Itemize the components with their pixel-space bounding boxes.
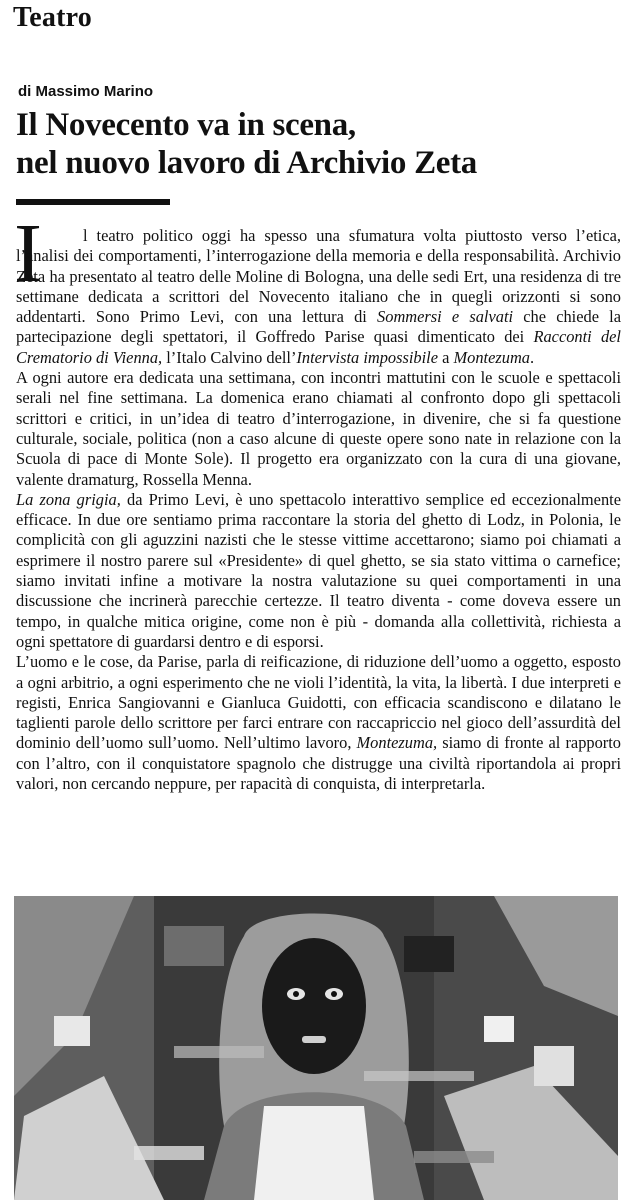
p1-title-sommersi: Sommersi e salvati bbox=[377, 307, 514, 327]
p3-text-a: da Primo Levi, è uno spettacolo interattivo semplice ed eccezionalmente efficace. In due ore sentiamo prima raccontare la storia del ghetto di Lodz, in Polonia, le complicità con gli aguzzini nazisti che le stesse vittime accettarono; siamo poi chiamati a esprimere il nostro parere sul «Presidente» di quel ghetto, se sia stato vittima o carnefice; siamo invitati infine a motivare la nostra valutazione su quei comportamenti in una discussione che incrinerà parecchie certezze. Il teatro diventa - come doveva essere un tempo, in qualche mitica origine, come non è più - domanda alla collettività, richiesta a ogni spettatore di guardarsi dentro e di esporsi. bbox=[16, 489, 621, 651]
headline bbox=[16, 106, 622, 182]
paragraph-3 bbox=[16, 490, 621, 652]
p1-text-d: a bbox=[438, 347, 454, 367]
drop-cap-spacer bbox=[16, 240, 83, 241]
p1-text-b: che chiede la partecipazione degli spettatori, il Goffredo Parise quasi dimenticato dei bbox=[16, 307, 622, 347]
p4-text-b: siamo di fronte al rapporto con l’altro, con il conquistatore spagnolo che distrugge una civiltà riportandola ai propri valori, non cercando neppure, per rapacità di conquista, di interpretarla. bbox=[16, 733, 621, 794]
stage-photo-icon bbox=[14, 896, 618, 1200]
p1-title-intervista: Intervista impossibile bbox=[296, 347, 439, 367]
headline-line-2: nel nuovo lavoro di Archivio Zeta bbox=[16, 145, 478, 181]
p1-title-racconti: Racconti del Crematorio di Vienna, bbox=[16, 327, 621, 367]
headline-line-1: Il Novecento va in scena, bbox=[16, 107, 356, 143]
paragraph-1 bbox=[16, 226, 621, 368]
paragraph-4 bbox=[16, 652, 621, 794]
headline-rule bbox=[16, 199, 170, 205]
article-body bbox=[16, 226, 621, 794]
paragraph-2: A ogni autore era dedicata una settimana, con incontri mattutini con le scuole e spettacoli serali nel fine settimana. La domenica erano chiamati al confronto dopo gli spettacoli scrittori e critici, in un’idea di teatro d’interrogazione, in divenire, che si fa questione culturale, sociale, politica (non a caso alcune di queste opere sono nate in relazione con la Scuola di pace di Monte Sole). Il progetto era organizzato con la cura di una giovane, valente dramaturg, Rossella Menna. bbox=[16, 368, 621, 489]
section-title: Teatro bbox=[13, 2, 92, 33]
p4-title-montezuma: Montezuma, bbox=[356, 733, 438, 753]
byline: di Massimo Marino bbox=[18, 83, 154, 100]
p1-text-a: l teatro politico oggi ha spesso una sfumatura volta piuttosto verso l’etica, l’analisi dei comportamenti, l’interrogazione della memoria e della responsabilità. Archivio Zeta ha presentato al teatro delle Moline di Bologna, una delle sedi Ert, una residenza di tre settimane dedicata a scrittori del Novecento italiano che in quegli orizzonti si sono addentarti. Sono Primo Levi, con una lettura di bbox=[16, 226, 621, 327]
p1-title-montezuma: Montezuma bbox=[453, 347, 530, 367]
p1-text-c: l’Italo Calvino dell’ bbox=[162, 347, 297, 367]
drop-cap: I bbox=[14, 207, 42, 300]
p4-text-a: L’uomo e le cose, da Parise, parla di reificazione, di riduzione dell’uomo a oggetto, esposto a ogni arbitrio, a ogni esperimento che ne violi l’identità, la vita, la libertà. I due interpreti e registi, Enrica Sangiovanni e Gianluca Guidotti, con efficacia scandiscono e dilatano le taglienti parole dello scrittore per farci entrare con raccapriccio nel gioco dell’assurdità del dominio dell’uomo sull’uomo. Nell’ultimo lavoro, bbox=[16, 652, 621, 753]
stage-photo bbox=[14, 896, 618, 1200]
p3-title-zona-grigia: La zona grigia, bbox=[16, 489, 121, 509]
p1-text-e: . bbox=[529, 347, 535, 367]
